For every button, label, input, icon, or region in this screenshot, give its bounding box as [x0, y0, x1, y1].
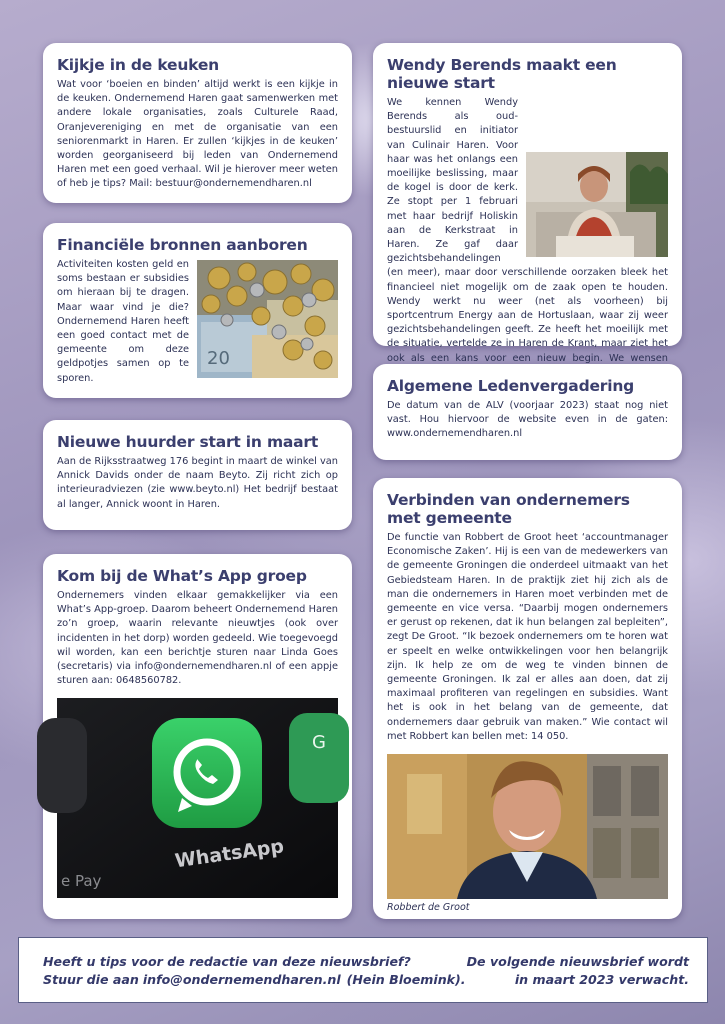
footer-next-line2: in maart 2023 verwacht. — [514, 972, 689, 987]
article-title: Financiële bronnen aanboren — [57, 236, 308, 254]
svg-text:G: G — [312, 732, 326, 754]
photo-caption: Robbert de Groot — [387, 902, 470, 914]
wendy-portrait-photo — [526, 152, 668, 257]
whatsapp-label: WhatsApp — [173, 835, 286, 873]
whatsapp-photo — [57, 698, 338, 898]
article-body: We kennen Wendy Berends als oud-bestuurslid en initiator van Culinair Haren. Voor haar was het onlangs een moeilijke beslissing, maar de kogel is door de kerk. Ze stopt per 1 februari met haar bedrijf Holiskin aan de Kerkstraat in Haren. Ze gaf daar gezichtsbehandelingen (en meer), maar door verschillende oorzaken bleek het financieel niet mogelijk om de zaak open te houden. Wendy werkt nu weer (net als voorheen) bij sportcentrum Energy aan de Hortuslaan, waar zij weer gezichtsbehandelingen geeft. Ze heeft het moeilijk met de situatie, vertelde ze in Haren de Krant, maar ziet het ook als een kans voor een nieuw begin. We wensen — [387, 97, 668, 364]
article-verbinden-ondernemers — [373, 478, 682, 919]
article-body: Activiteiten kosten geld en soms bestaan er subsidies om hieraan bij te dragen. Maar waar vind je die? Ondernemend Haren heeft een goed contact met de gemeente om deze geldpotjes samen op te sporen. — [57, 259, 189, 384]
article-title: Kijkje in de keuken — [57, 56, 219, 74]
article-financiele-bronnen — [43, 223, 352, 398]
footer-next-issue — [467, 953, 689, 989]
article-whatsapp-groep — [43, 554, 352, 919]
article-body: Wat voor ‘boeien en binden’ altijd werkt is een kijkje in de keuken. Ondernemend Haren gaat samenwerken met andere lokale organisaties, zoals Culturele Raad, Oranjevereniging en met de organisatie van een seniorenmarkt in Haren. Er zullen ‘kijkjes in de keuken’ worden georganiseerd bij leden van Ondernemend Haren met een goed verhaal. Wil je hierover meer weten of heb je tips? Mail: bestuur@ondernemendharen.nl — [57, 79, 338, 190]
svg-text:20: 20 — [207, 348, 230, 369]
article-title: Kom bij de What’s App groep — [57, 567, 307, 585]
article-wendy-berends — [373, 43, 682, 364]
article-body: De functie van Robbert de Groot heet ‘accountmanager Economische Zaken’. Hij is een van de medewerkers van de gemeente Groningen die onderdeel uitmaakt van het Gebiedsteam Haren. In de praktijk ziet hij zich als de man die ondernemers in Haren moet verbinden met de gemeente en vice versa. “Daarbij mogen ondernemers er gerust op rekenen, dat ik hun belangen zal bepleiten”, zegt De Groot. “Ik bezoek ondernemers om te horen wat er speelt en welke ontwikkelingen voor hen belangrijk zijn. Ik help ze om de weg te vinden binnen de gemeente Groningen. Ik zal er alles aan doen, dat zij maximaal profiteren van regelingen en subsidies. Want het is ook in het belang van de gemeente, dat ondernemers daar gebruik van maken.” Wie contact wil met Robbert kan bellen met: 14 050. — [387, 532, 668, 742]
article-algemene-ledenvergadering — [373, 364, 682, 460]
footer-email-link[interactable]: info@ondernemendharen.nl — [142, 972, 341, 987]
pay-label: e Pay — [61, 872, 102, 891]
article-title: Algemene Ledenvergadering — [387, 377, 635, 395]
article-body: De datum van de ALV (voorjaar 2023) staat nog niet vast. Hou hiervoor de website even in de gaten: www.ondernemendharen.nl — [387, 400, 668, 440]
footer-tips-prefix: Stuur die aan — [43, 972, 139, 987]
robbert-portrait-photo — [387, 754, 668, 899]
euro-money-photo — [197, 260, 338, 378]
footer-tips-line2 — [43, 971, 466, 989]
article-nieuwe-huurder — [43, 420, 352, 530]
article-title: Nieuwe huurder start in maart — [57, 433, 319, 451]
footer-tips-suffix: (Hein Bloemink). — [346, 972, 466, 987]
newsletter-footer — [18, 937, 708, 1003]
article-title: Wendy Berends maakt een nieuwe start — [387, 56, 617, 92]
footer-tips — [43, 953, 466, 989]
article-body: Ondernemers vinden elkaar gemakkelijker via een What’s App-groep. Daarom beheert Ondernemend Haren zo’n groep, waarin relevante nieuwtjes (ook over incidenten in het dorp) worden gedeeld. Wie toegevoegd wil worden, kan een berichtje sturen naar Linda Goes (secretaris) via info@ondernemendharen.nl of een appje sturen aan: 0648560782. — [57, 590, 338, 687]
article-title: Verbinden van ondernemers met gemeente — [387, 491, 630, 527]
article-kijkje-in-de-keuken — [43, 43, 352, 203]
article-body: Aan de Rijksstraatweg 176 begint in maart de winkel van Annick Davids onder de naam Beyto. Zij richt zich op interieuradviezen (zie www.beyto.nl) Het bedrijf bestaat al langer, Annick woont in Haren. — [57, 456, 338, 510]
footer-next-line1: De volgende nieuwsbrief wordt — [466, 954, 689, 969]
footer-tips-line1: Heeft u tips voor de redactie van deze nieuwsbrief? — [43, 954, 411, 969]
